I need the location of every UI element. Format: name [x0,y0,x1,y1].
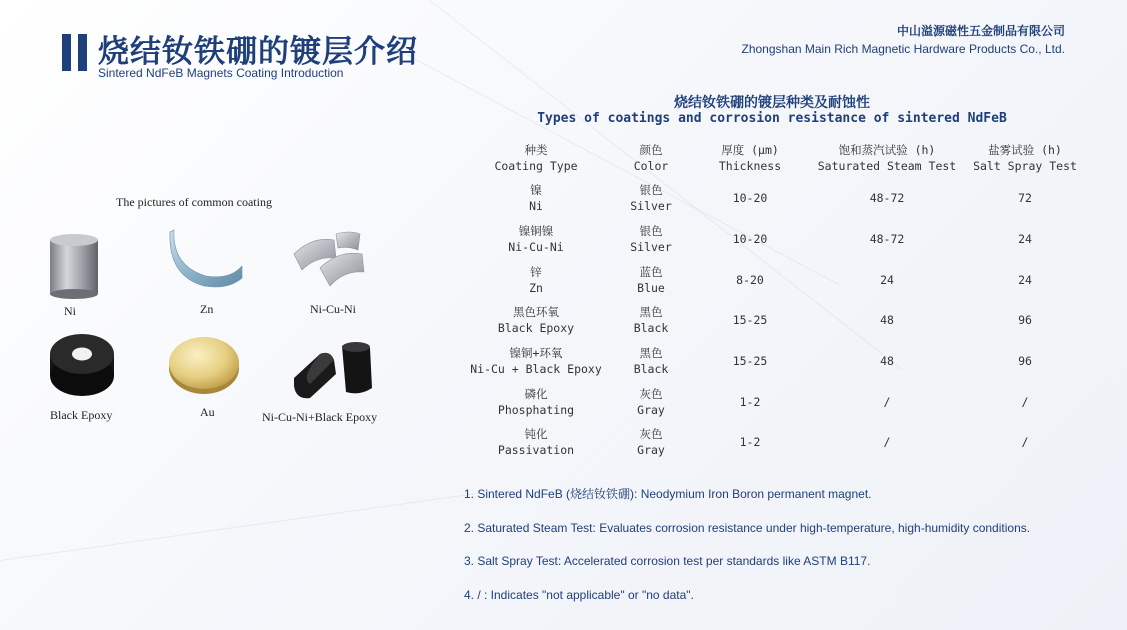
coating-table [462,138,1084,463]
header-coating-type: 种类 Coating Type [494,143,578,173]
cell-steam-test: 24 [880,272,894,287]
table-row [462,219,1084,260]
page-subtitle: Sintered NdFeB Magnets Coating Introduction [98,66,344,80]
table-header-row [462,138,1084,178]
picture-label-black-epoxy: Black Epoxy [50,408,113,422]
cell-coating-type: 镍 Ni [529,183,543,214]
cell-color: 灰色 Gray [637,386,665,417]
ni-magnet-image [48,232,100,300]
cell-thickness: 1-2 [739,435,761,450]
page-title: 烧结钕铁硼的镀层介绍 [98,34,418,70]
note-item: 3. Salt Spray Test: Accelerated corrosion test per standards like ASTM B117. [464,554,871,568]
background-line [0,493,475,561]
cell-salt-spray-test: / [1021,394,1029,409]
picture-label-au: Au [200,405,215,419]
cell-thickness: 15-25 [732,354,768,369]
note-item: 2. Saturated Steam Test: Evaluates corrosion resistance under high-temperature, high-humidity conditions. [464,520,1031,535]
header-salt-spray-test: 盐雾试验 (h) Salt Spray Test [973,143,1077,173]
notes [464,485,1030,619]
picture-label-ni-cu-ni-black-epoxy: Ni-Cu-Ni+Black Epoxy [262,410,378,424]
cell-coating-type: 磷化 Phosphating [497,386,575,417]
cell-steam-test: 48-72 [869,232,905,247]
cell-thickness: 10-20 [732,232,768,247]
cell-color: 蓝色 Blue [637,264,665,295]
table-row [462,381,1084,422]
ni-cu-ni-black-epoxy-magnet-image [290,338,376,402]
cell-color: 黑色 Black [633,305,669,336]
table-row [462,178,1084,219]
header-thickness: 厚度 (μm) Thickness [718,143,782,173]
cell-thickness: 10-20 [732,191,768,206]
cell-coating-type: 锌 Zn [529,264,543,295]
ni-cu-ni-magnet-image [290,228,374,290]
cell-salt-spray-test: / [1021,435,1029,450]
cell-thickness: 15-25 [732,313,768,328]
au-magnet-image [166,332,242,396]
cell-thickness: 1-2 [739,394,761,409]
cell-color: 银色 Silver [630,224,672,255]
cell-salt-spray-test: 24 [1018,232,1032,247]
note-item: 1. Sintered NdFeB (烧结钕铁硼): Neodymium Iron Boron permanent magnet. [464,487,872,501]
cell-salt-spray-test: 96 [1018,354,1032,369]
black-epoxy-magnet-image [46,330,118,400]
table-row [462,422,1084,463]
picture-label-ni: Ni [64,304,76,318]
cell-coating-type: 镍铜镍 Ni-Cu-Ni [508,224,564,255]
table-row [462,259,1084,300]
title-bars-icon [62,34,87,71]
header-steam-test: 饱和蒸汽试验 (h) Saturated Steam Test [817,143,957,173]
header-color: 颜色 Color [633,143,669,173]
company-name-cn: 中山溢源磁性五金制品有限公司 [896,24,1065,38]
table-row [462,300,1084,341]
cell-steam-test: 48-72 [869,191,905,206]
cell-steam-test: 48 [880,313,894,328]
company-name-en: Zhongshan Main Rich Magnetic Hardware Products Co., Ltd. [741,42,1065,56]
cell-coating-type: 黑色环氧 Black Epoxy [497,305,575,336]
picture-label-zn: Zn [200,302,214,316]
cell-steam-test: / [883,435,891,450]
zn-magnet-image [168,226,246,290]
cell-coating-type: 镍铜+环氧 Ni-Cu + Black Epoxy [470,346,602,377]
cell-coating-type: 钝化 Passivation [497,427,575,458]
table-row [462,341,1084,382]
cell-color: 黑色 Black [633,346,669,377]
cell-color: 银色 Silver [630,183,672,214]
cell-steam-test: 48 [880,354,894,369]
table-title-cn: 烧结钕铁硼的镀层种类及耐蚀性 [674,95,870,111]
picture-label-ni-cu-ni: Ni-Cu-Ni [310,302,356,316]
cell-salt-spray-test: 72 [1018,191,1032,206]
cell-thickness: 8-20 [736,272,764,287]
pictures-title: The pictures of common coating [116,195,272,209]
cell-color: 灰色 Gray [637,427,665,458]
cell-steam-test: / [883,394,891,409]
table-title-en: Types of coatings and corrosion resistance of sintered NdFeB [537,111,1007,126]
cell-salt-spray-test: 24 [1018,272,1032,287]
cell-salt-spray-test: 96 [1018,313,1032,328]
note-item: 4. / : Indicates "not applicable" or "no data". [464,587,694,602]
